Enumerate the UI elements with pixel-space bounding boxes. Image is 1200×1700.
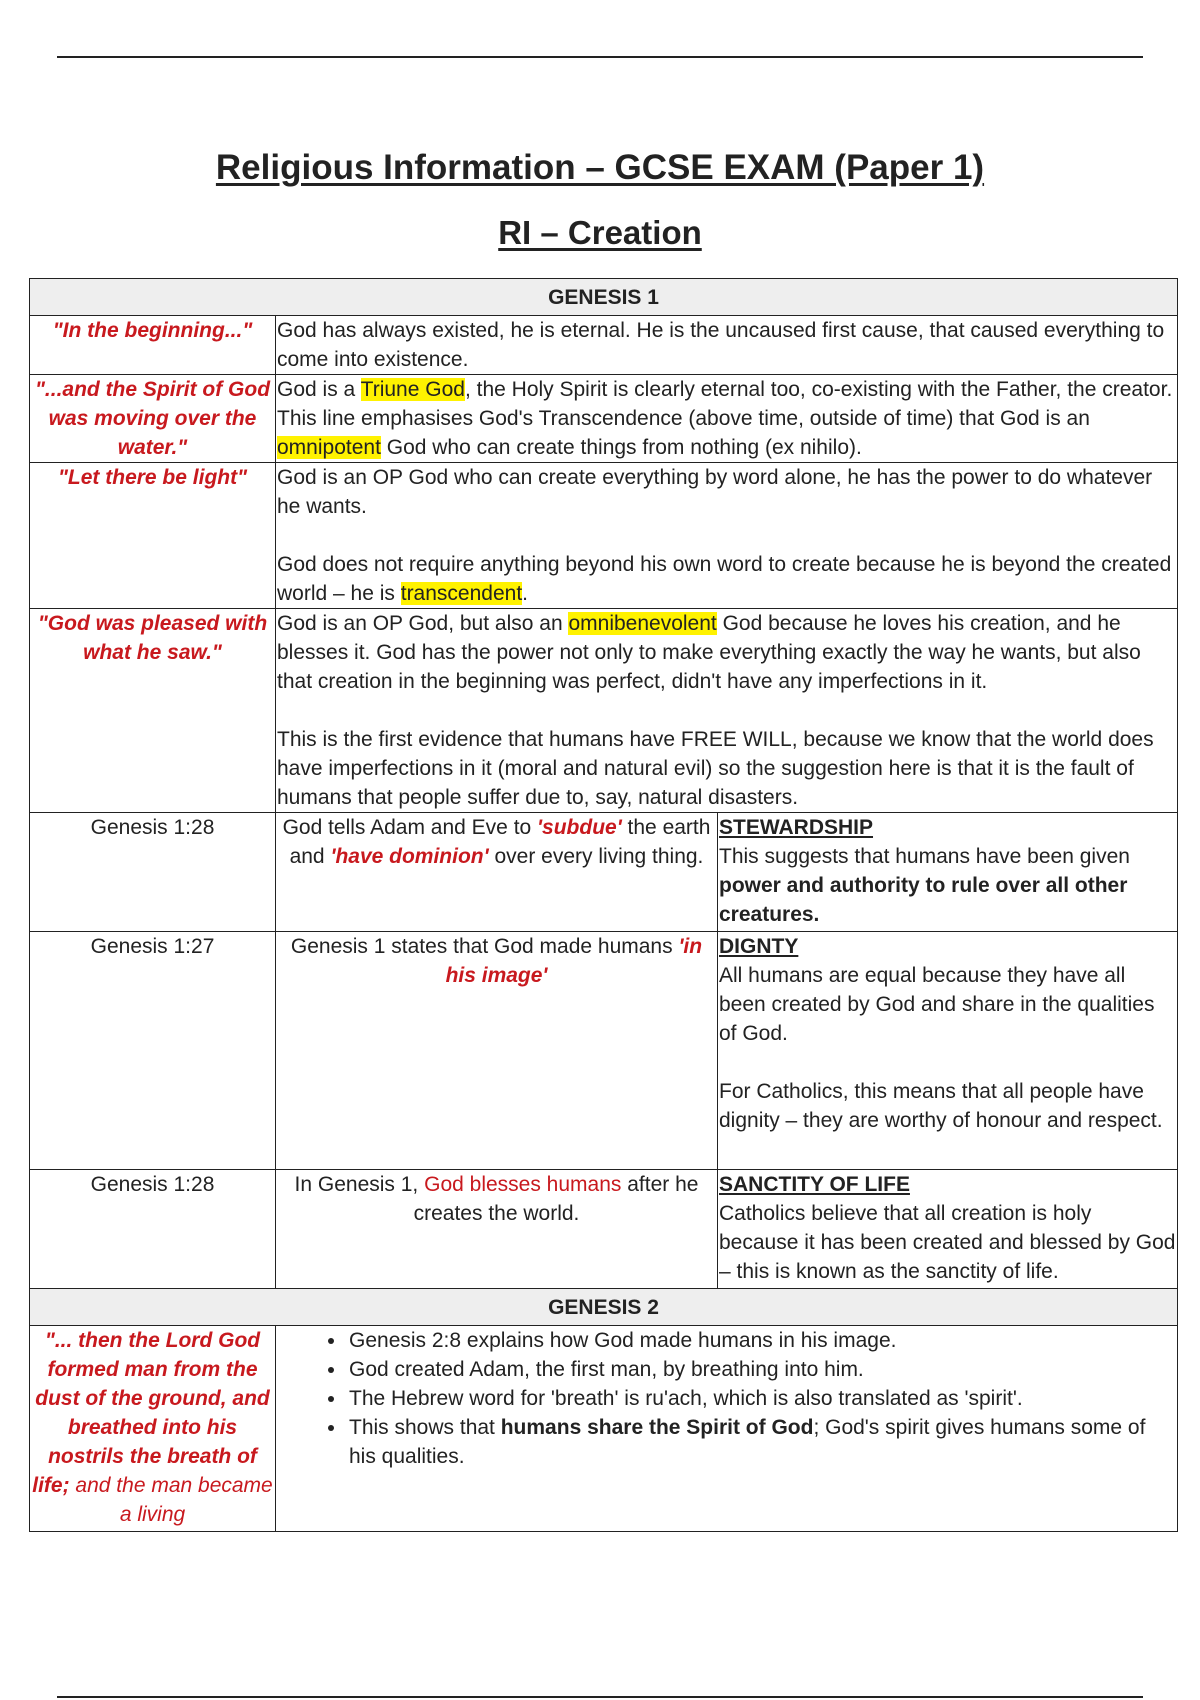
table-row (30, 375, 1178, 463)
quote-term: 'have dominion' (330, 845, 489, 868)
concept-cell (718, 1170, 1178, 1289)
table-row (30, 813, 1178, 932)
list-item: • God created Adam, the first man, by breathing into him. (347, 1355, 1176, 1384)
paragraph: God is an OP God who can create everything by word alone, he has the power to do whatever he wants. (277, 466, 1153, 518)
highlight-term: Triune God (360, 378, 465, 401)
quote-cell: "...and the Spirit of God was moving over the water." (30, 375, 276, 463)
table-row (30, 1170, 1178, 1289)
table-row (30, 316, 1178, 375)
highlight-term: transcendent (400, 582, 523, 605)
text: God because he loves his creation, and he blesses it. God has the power not only to make everything exactly the way he wants, but also that creation in the beginning was perfect, didn't have any imperfections in it. (277, 612, 1141, 693)
paragraph: For Catholics, this means that all people have dignity – they are worthy of honour and respect. (719, 1080, 1163, 1132)
explanation-cell (276, 609, 1178, 813)
genesis2-header-row (30, 1289, 1178, 1326)
genesis1-header-row (30, 279, 1178, 316)
quote-term: 'in his image' (445, 935, 703, 987)
text: . (522, 582, 528, 605)
text: God is an OP God, but also an (277, 612, 569, 635)
concept-cell (718, 813, 1178, 932)
table-row (30, 932, 1178, 1170)
explanation-cell (276, 813, 718, 932)
paragraph: Catholics believe that all creation is holy because it has been created and blessed by God – this is known as the sanctity of life. (719, 1202, 1176, 1283)
table-row (30, 609, 1178, 813)
concept-cell (718, 932, 1178, 1170)
highlight-term: omnibenevolent (568, 612, 717, 635)
text: after he creates the world. (413, 1173, 699, 1225)
reference-cell: Genesis 1:28 (30, 813, 276, 932)
paragraph: All humans are equal because they have all been created by God and share in the qualities of God. (719, 964, 1155, 1045)
bold-text: humans share the Spirit of God (500, 1416, 814, 1439)
text: This shows that (349, 1416, 501, 1439)
explanation-cell (276, 932, 718, 1170)
table-row (30, 1326, 1178, 1532)
text: God tells Adam and Eve to (282, 816, 538, 839)
concept-heading: SANCTITY OF LIFE (719, 1173, 910, 1196)
text: over every living thing. (488, 845, 704, 868)
paragraph (719, 842, 1176, 929)
paragraph (277, 609, 1176, 696)
paragraph (277, 550, 1176, 608)
paragraph: This is the first evidence that humans have FREE WILL, because we know that the world does have imperfections in it (moral and natural evil) so the suggestion here is that it is the fault of humans that people suffer due to, say, natural disasters. (277, 728, 1154, 809)
concept-heading: DIGNTY (719, 935, 799, 958)
list-item: • Genesis 2:8 explains how God made humans in his image. (347, 1326, 1176, 1355)
list-item: • The Hebrew word for 'breath' is ru'ach, which is also translated as 'spirit'. (347, 1384, 1176, 1413)
quote-cell (30, 1326, 276, 1532)
bottom-rule (57, 1696, 1143, 1698)
bullet-list (277, 1326, 1176, 1471)
creation-table (29, 278, 1178, 1532)
text: God who can create things from nothing (ex nihilo). (380, 436, 862, 459)
quote-cell: "God was pleased with what he saw." (30, 609, 276, 813)
page-subtitle: RI – Creation (498, 214, 702, 251)
concept-heading: STEWARDSHIP (719, 816, 874, 839)
text: the earth and (289, 816, 711, 868)
bold-text: power and authority to rule over all other creatures. (719, 874, 1128, 926)
quote-bold: "... then the Lord God formed man from the dust of the ground, and breathed into his nostrils the breath of life; (32, 1329, 270, 1497)
text: Genesis 1 states that God made humans (290, 935, 679, 958)
text: This suggests that humans have been given (719, 845, 1130, 868)
reference-cell: Genesis 1:27 (30, 932, 276, 1170)
page-title: Religious Information – GCSE EXAM (Paper 1) (215, 148, 985, 187)
reference-cell: Genesis 1:28 (30, 1170, 276, 1289)
explanation-cell (276, 463, 1178, 609)
quote-cell: "Let there be light" (30, 463, 276, 609)
explanation-cell: God has always existed, he is eternal. He is the uncaused first cause, that caused everything to come into existence. (276, 316, 1178, 375)
quote-cell: "In the beginning..." (30, 316, 276, 375)
list-item (347, 1413, 1176, 1471)
text: , the Holy Spirit is clearly eternal too, co-existing with the Father, the creator. This line emphasises God's Transcendence (above time, outside of time) that God is an (277, 378, 1173, 430)
genesis2-header: GENESIS 2 (30, 1289, 1178, 1326)
red-text: God blesses humans (424, 1173, 622, 1196)
quote-rest: and the man became a living (69, 1474, 273, 1526)
text: ; God's spirit gives humans some of his qualities. (349, 1416, 1146, 1468)
table-row (30, 463, 1178, 609)
text: God is a (277, 378, 361, 401)
text: God does not require anything beyond his own word to create because he is beyond the created world – he is (277, 553, 1172, 605)
explanation-cell (276, 1326, 1178, 1532)
text: In Genesis 1, (294, 1173, 425, 1196)
top-rule (57, 56, 1143, 58)
explanation-cell (276, 375, 1178, 463)
quote-term: 'subdue' (537, 816, 622, 839)
genesis1-header: GENESIS 1 (30, 279, 1178, 316)
explanation-cell (276, 1170, 718, 1289)
highlight-term: omnipotent (277, 436, 381, 459)
